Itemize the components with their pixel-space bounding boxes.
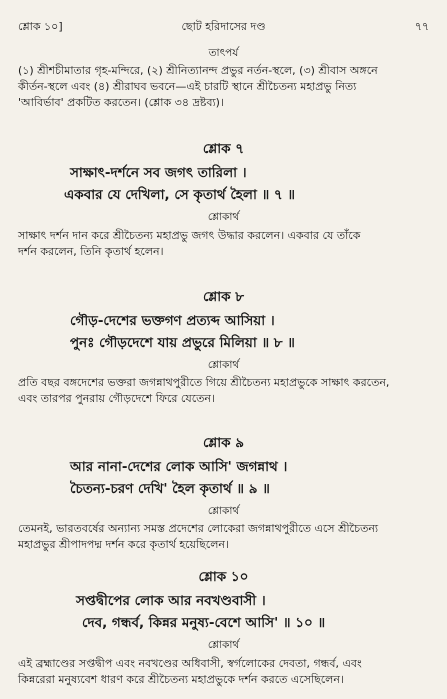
- translation-8: [18, 375, 429, 407]
- translation-10: [18, 656, 429, 688]
- tatparya-line: 'আবির্ভাব' প্রকটিত করতেন। (শ্লোক ৩৪ দ্রষ্টব্য)।: [18, 96, 224, 109]
- translation-line: মহাপ্রভুর শ্রীপাদপদ্ম দর্শন করে কৃতার্থ হয়েছিলেন।: [18, 538, 229, 551]
- translation-line: কিন্নরেরা মনুষ্যবেশ ধারণ করে শ্রীচৈতন্য মহাপ্রভুকে দর্শন করতে এসেছিলেন।: [18, 673, 344, 686]
- translation-label-10: শ্লোকার্থ: [207, 639, 240, 651]
- verse-10-line-2: দেব, গন্ধর্ব, কিন্নর মনুষ্য-বেশে আসি' ॥ ১০ ॥: [82, 615, 326, 631]
- translation-line: তেমনই, ভারতবর্ষের অন্যান্য সমস্ত প্রদেশের লোকেরা জগন্নাথপুরীতে এসে শ্রীচৈতন্য: [18, 522, 379, 535]
- verse-heading-9: শ্লোক ৯: [202, 435, 245, 451]
- header-verse-ref: শ্লোক ১০]: [18, 20, 63, 33]
- verse-heading-10: শ্লোক ১০: [198, 569, 249, 585]
- verse-7-line-2: একবার যে দেখিলা, সে কৃতার্থ হৈলা ॥ ৭ ॥: [64, 187, 296, 203]
- translation-label-7: শ্লোকার্থ: [207, 211, 240, 223]
- translation-line: প্রতি বছর বঙ্গদেশের ভক্তরা জগন্নাথপুরীতে গিয়ে শ্রীচৈতন্য মহাপ্রভুকে সাক্ষাৎ করতেন,: [18, 376, 390, 389]
- translation-line: সাক্ষাৎ দর্শন দান করে শ্রীচৈতন্য মহাপ্রভু জগৎ উদ্ধার করলেন। একবার যে তাঁকে: [18, 229, 361, 242]
- tatparya-label: তাৎপর্য: [208, 47, 239, 59]
- translation-9: [18, 521, 429, 553]
- translation-label-8: শ্লোকার্থ: [207, 359, 240, 371]
- verse-heading-7: শ্লোক ৭: [202, 141, 245, 157]
- header-title: ছোট হরিদাসের দণ্ড: [181, 20, 266, 33]
- translation-line: দর্শন করলেন, তিনি কৃতার্থ হলেন।: [18, 245, 164, 258]
- verse-9-line-2: চৈতন্য-চরণ দেখি' হৈল কৃতার্থ ॥ ৯ ॥: [70, 481, 270, 497]
- tatparya-line: (১) শ্রীশচীমাতার গৃহ-মন্দিরে, (২) শ্রীনিত্যানন্দ প্রভুর নর্তন-স্থলে, (৩) শ্রীবাস অঙ্গনে: [18, 64, 378, 77]
- translation-line: এই ব্রহ্মাণ্ডের সপ্তদ্বীপ এবং নবখণ্ডের অধিবাসী, স্বর্গলোকের দেবতা, গন্ধর্ব, এবং: [18, 657, 362, 670]
- verse-7-line-1: সাক্ষাৎ-দর্শনে সব জগৎ তারিলা ।: [70, 165, 247, 181]
- translation-label-9: শ্লোকার্থ: [207, 505, 240, 517]
- translation-line: এবং তারপর পুনরায় গৌড়দেশে ফিরে যেতেন।: [18, 392, 215, 405]
- translation-7: [18, 228, 429, 260]
- verse-heading-8: শ্লোক ৮: [202, 289, 245, 305]
- verse-10-line-1: সপ্তদ্বীপের লোক আর নবখণ্ডবাসী ।: [76, 593, 266, 609]
- verse-9-line-1: আর নানা-দেশের লোক আসি' জগন্নাথ ।: [70, 459, 288, 475]
- verse-8-line-2: পুনঃ গৌড়দেশে যায় প্রভুরে মিলিয়া ॥ ৮ ॥: [70, 335, 295, 351]
- verse-8-line-1: গৌড়-দেশের ভক্তগণ প্রত্যব্দ আসিয়া ।: [70, 313, 275, 329]
- page-header: [18, 18, 429, 36]
- tatparya-line: কীর্তন-স্থলে এবং (৪) শ্রীরাঘব ভবনে—এই চারটি স্থানে শ্রীচৈতন্য মহাপ্রভু নিত্য: [18, 80, 357, 93]
- page-number: ৭৭: [414, 20, 429, 33]
- tatparya-text: [18, 63, 429, 111]
